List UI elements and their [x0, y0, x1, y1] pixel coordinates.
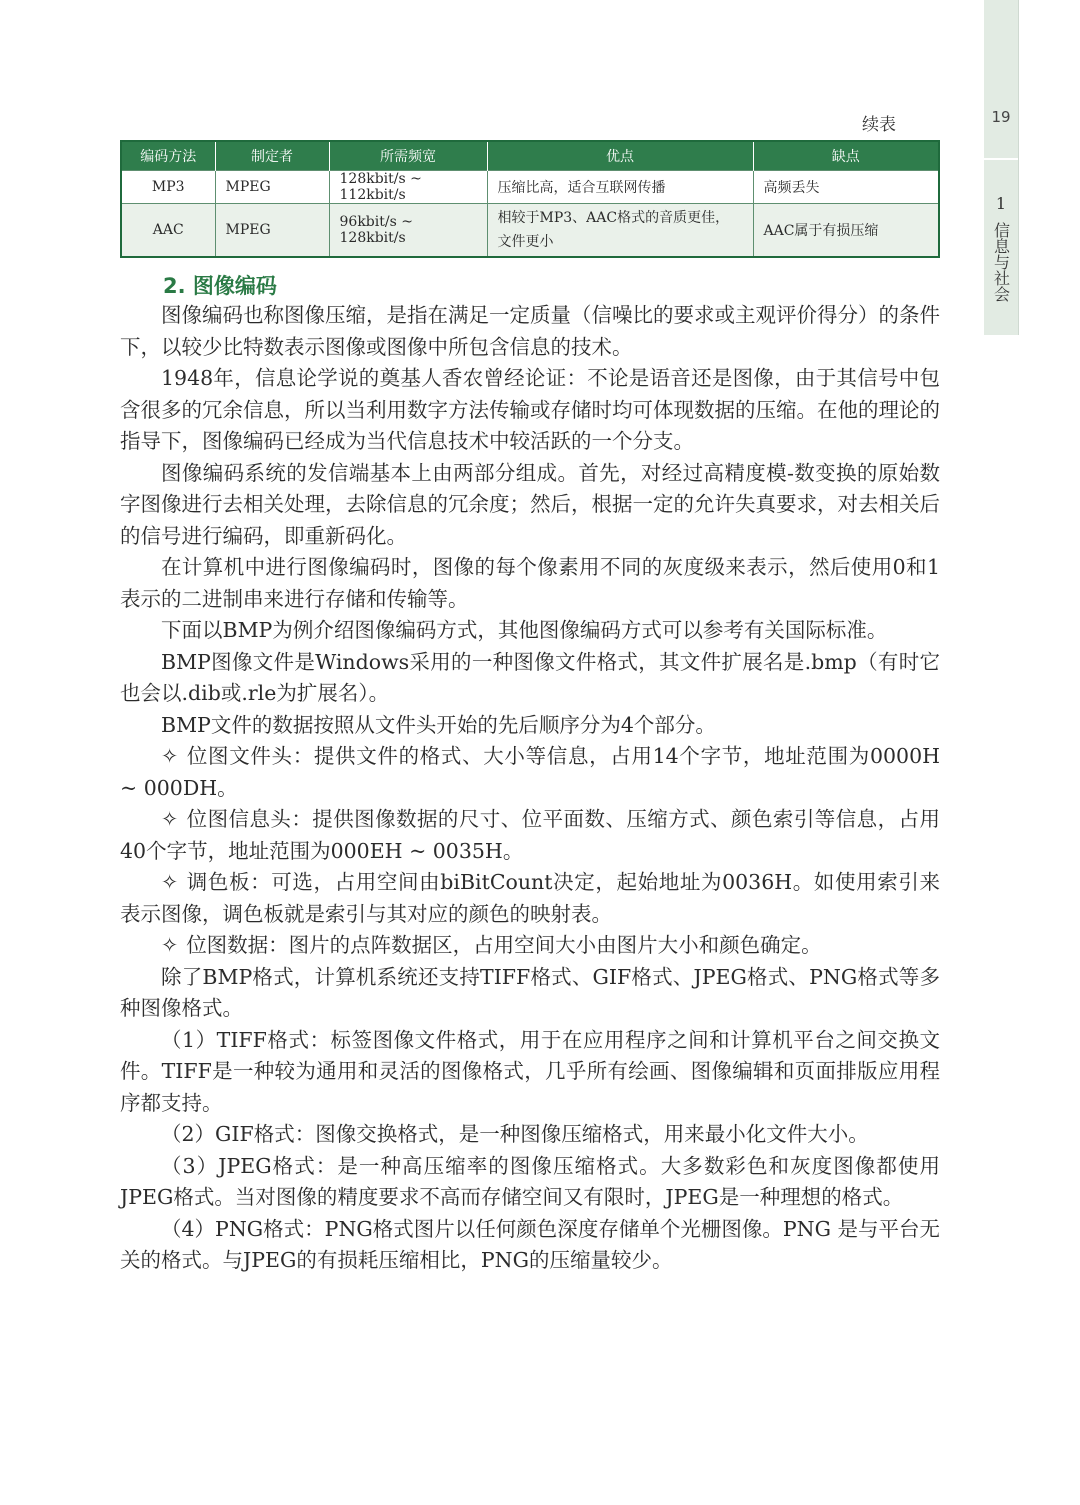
bullet-text: 位图数据：图片的点阵数据区，占用空间大小由图片大小和颜色确定。: [186, 933, 822, 957]
paragraph: BMP文件的数据按照从文件头开始的先后顺序分为4个部分。: [161, 712, 716, 737]
chapter-title-text: 信息与社会: [991, 222, 1011, 302]
paragraph: 图像编码系统的发信端基本上由两部分组成。首先，对经过高精度模-数变换的原始数字图像进行去相关处理，去除信息的冗余度；然后，根据一定的允许失真要求，对去相关后的信号进行编码，即重新码化。: [120, 460, 940, 548]
bullet-text: 位图信息头：提供图像数据的尺寸、位平面数、压缩方式、颜色索引等信息，占用40个字节，地址范围为000EH ~ 0035H。: [120, 807, 940, 863]
table-cell: AAC: [121, 204, 215, 258]
table-header-row: [121, 141, 939, 171]
table-cell: 高频丢失: [753, 171, 939, 204]
bullet-item: [120, 804, 940, 867]
table-header-cell: 编码方法: [121, 141, 215, 171]
paragraph: BMP图像文件是Windows采用的一种图像文件格式，其文件扩展名是.bmp（有时它也会以.dib或.rle为扩展名）。: [120, 649, 940, 705]
page-number: 19: [991, 108, 1011, 126]
table-header-cell: 制定者: [215, 141, 329, 171]
bullet-item: [120, 741, 940, 804]
table-header-cell: 缺点: [753, 141, 939, 171]
sparkle-bullet-icon: ✧: [161, 744, 179, 768]
chapter-title: [984, 222, 1018, 302]
table-cell: MPEG: [215, 171, 329, 204]
chapter-number: 1: [995, 194, 1007, 213]
body-text: [120, 300, 940, 1277]
format-item: （2）GIF格式：图像交换格式，是一种图像压缩格式，用来最小化文件大小。: [161, 1122, 869, 1146]
audio-codec-table: [120, 140, 940, 258]
bullet-item: [120, 867, 940, 930]
formats-intro: 除了BMP格式，计算机系统还支持TIFF格式、GIF格式、JPEG格式、PNG格式等多种图像格式。: [120, 964, 940, 1020]
table-row: [121, 204, 939, 258]
table-cell: AAC属于有损压缩: [753, 204, 939, 258]
side-tab-divider: [984, 158, 1018, 160]
table-continued-label: 续表: [862, 115, 896, 135]
table-header-cell: 所需频宽: [329, 141, 487, 171]
paragraph: 图像编码也称图像压缩，是指在满足一定质量（信噪比的要求或主观评价得分）的条件下，以较少比特数表示图像或图像中所包含信息的技术。: [120, 303, 940, 359]
sparkle-bullet-icon: ✧: [161, 933, 179, 957]
bullet-text: 位图文件头：提供文件的格式、大小等信息，占用14个字节，地址范围为0000H ~ 000DH。: [120, 744, 940, 800]
bullet-text: 调色板：可选，占用空间由biBitCount决定，起始地址为0036H。如使用索引来表示图像，调色板就是索引与其对应的颜色的映射表。: [120, 870, 940, 926]
section-heading: 2. 图像编码: [163, 274, 277, 298]
table-row: [121, 171, 939, 204]
sparkle-bullet-icon: ✧: [161, 807, 179, 831]
paragraph: 1948年，信息论学说的奠基人香农曾经论证：不论是语音还是图像，由于其信号中包含很多的冗余信息，所以当利用数字方法传输或存储时均可体现数据的压缩。在他的理论的指导下，图像编码已经成为当代信息技术中较活跃的一个分支。: [120, 366, 940, 453]
paragraph: 下面以BMP为例介绍图像编码方式，其他图像编码方式可以参考有关国际标准。: [161, 618, 888, 642]
paragraph: 在计算机中进行图像编码时，图像的每个像素用不同的灰度级来表示，然后使用0和1表示的二进制串来进行存储和传输等。: [120, 555, 940, 611]
table-cell: 96kbit/s ~ 128kbit/s: [329, 204, 487, 258]
table-cell: 压缩比高，适合互联网传播: [487, 171, 753, 204]
bullet-item: [120, 930, 940, 962]
format-item: （3）JPEG格式：是一种高压缩率的图像压缩格式。大多数彩色和灰度图像都使用JPEG格式。当对图像的精度要求不高而存储空间又有限时，JPEG是一种理想的格式。: [120, 1153, 940, 1209]
table-header-cell: 优点: [487, 141, 753, 171]
format-item: （1）TIFF格式：标签图像文件格式，用于在应用程序之间和计算机平台之间交换文件。TIFF是一种较为通用和灵活的图像格式，几乎所有绘画、图像编辑和页面排版应用程序都支持。: [120, 1027, 940, 1115]
table-cell: 128kbit/s ~ 112kbit/s: [329, 171, 487, 204]
sparkle-bullet-icon: ✧: [161, 870, 179, 894]
table-cell: 相较于MP3、AAC格式的音质更佳，文件更小: [487, 204, 753, 258]
table-cell: MPEG: [215, 204, 329, 258]
table-cell: MP3: [121, 171, 215, 204]
format-item: （4）PNG格式：PNG格式图片以任何颜色深度存储单个光栅图像。PNG 是与平台无关的格式。与JPEG的有损耗压缩相比，PNG的压缩量较少。: [120, 1216, 940, 1272]
